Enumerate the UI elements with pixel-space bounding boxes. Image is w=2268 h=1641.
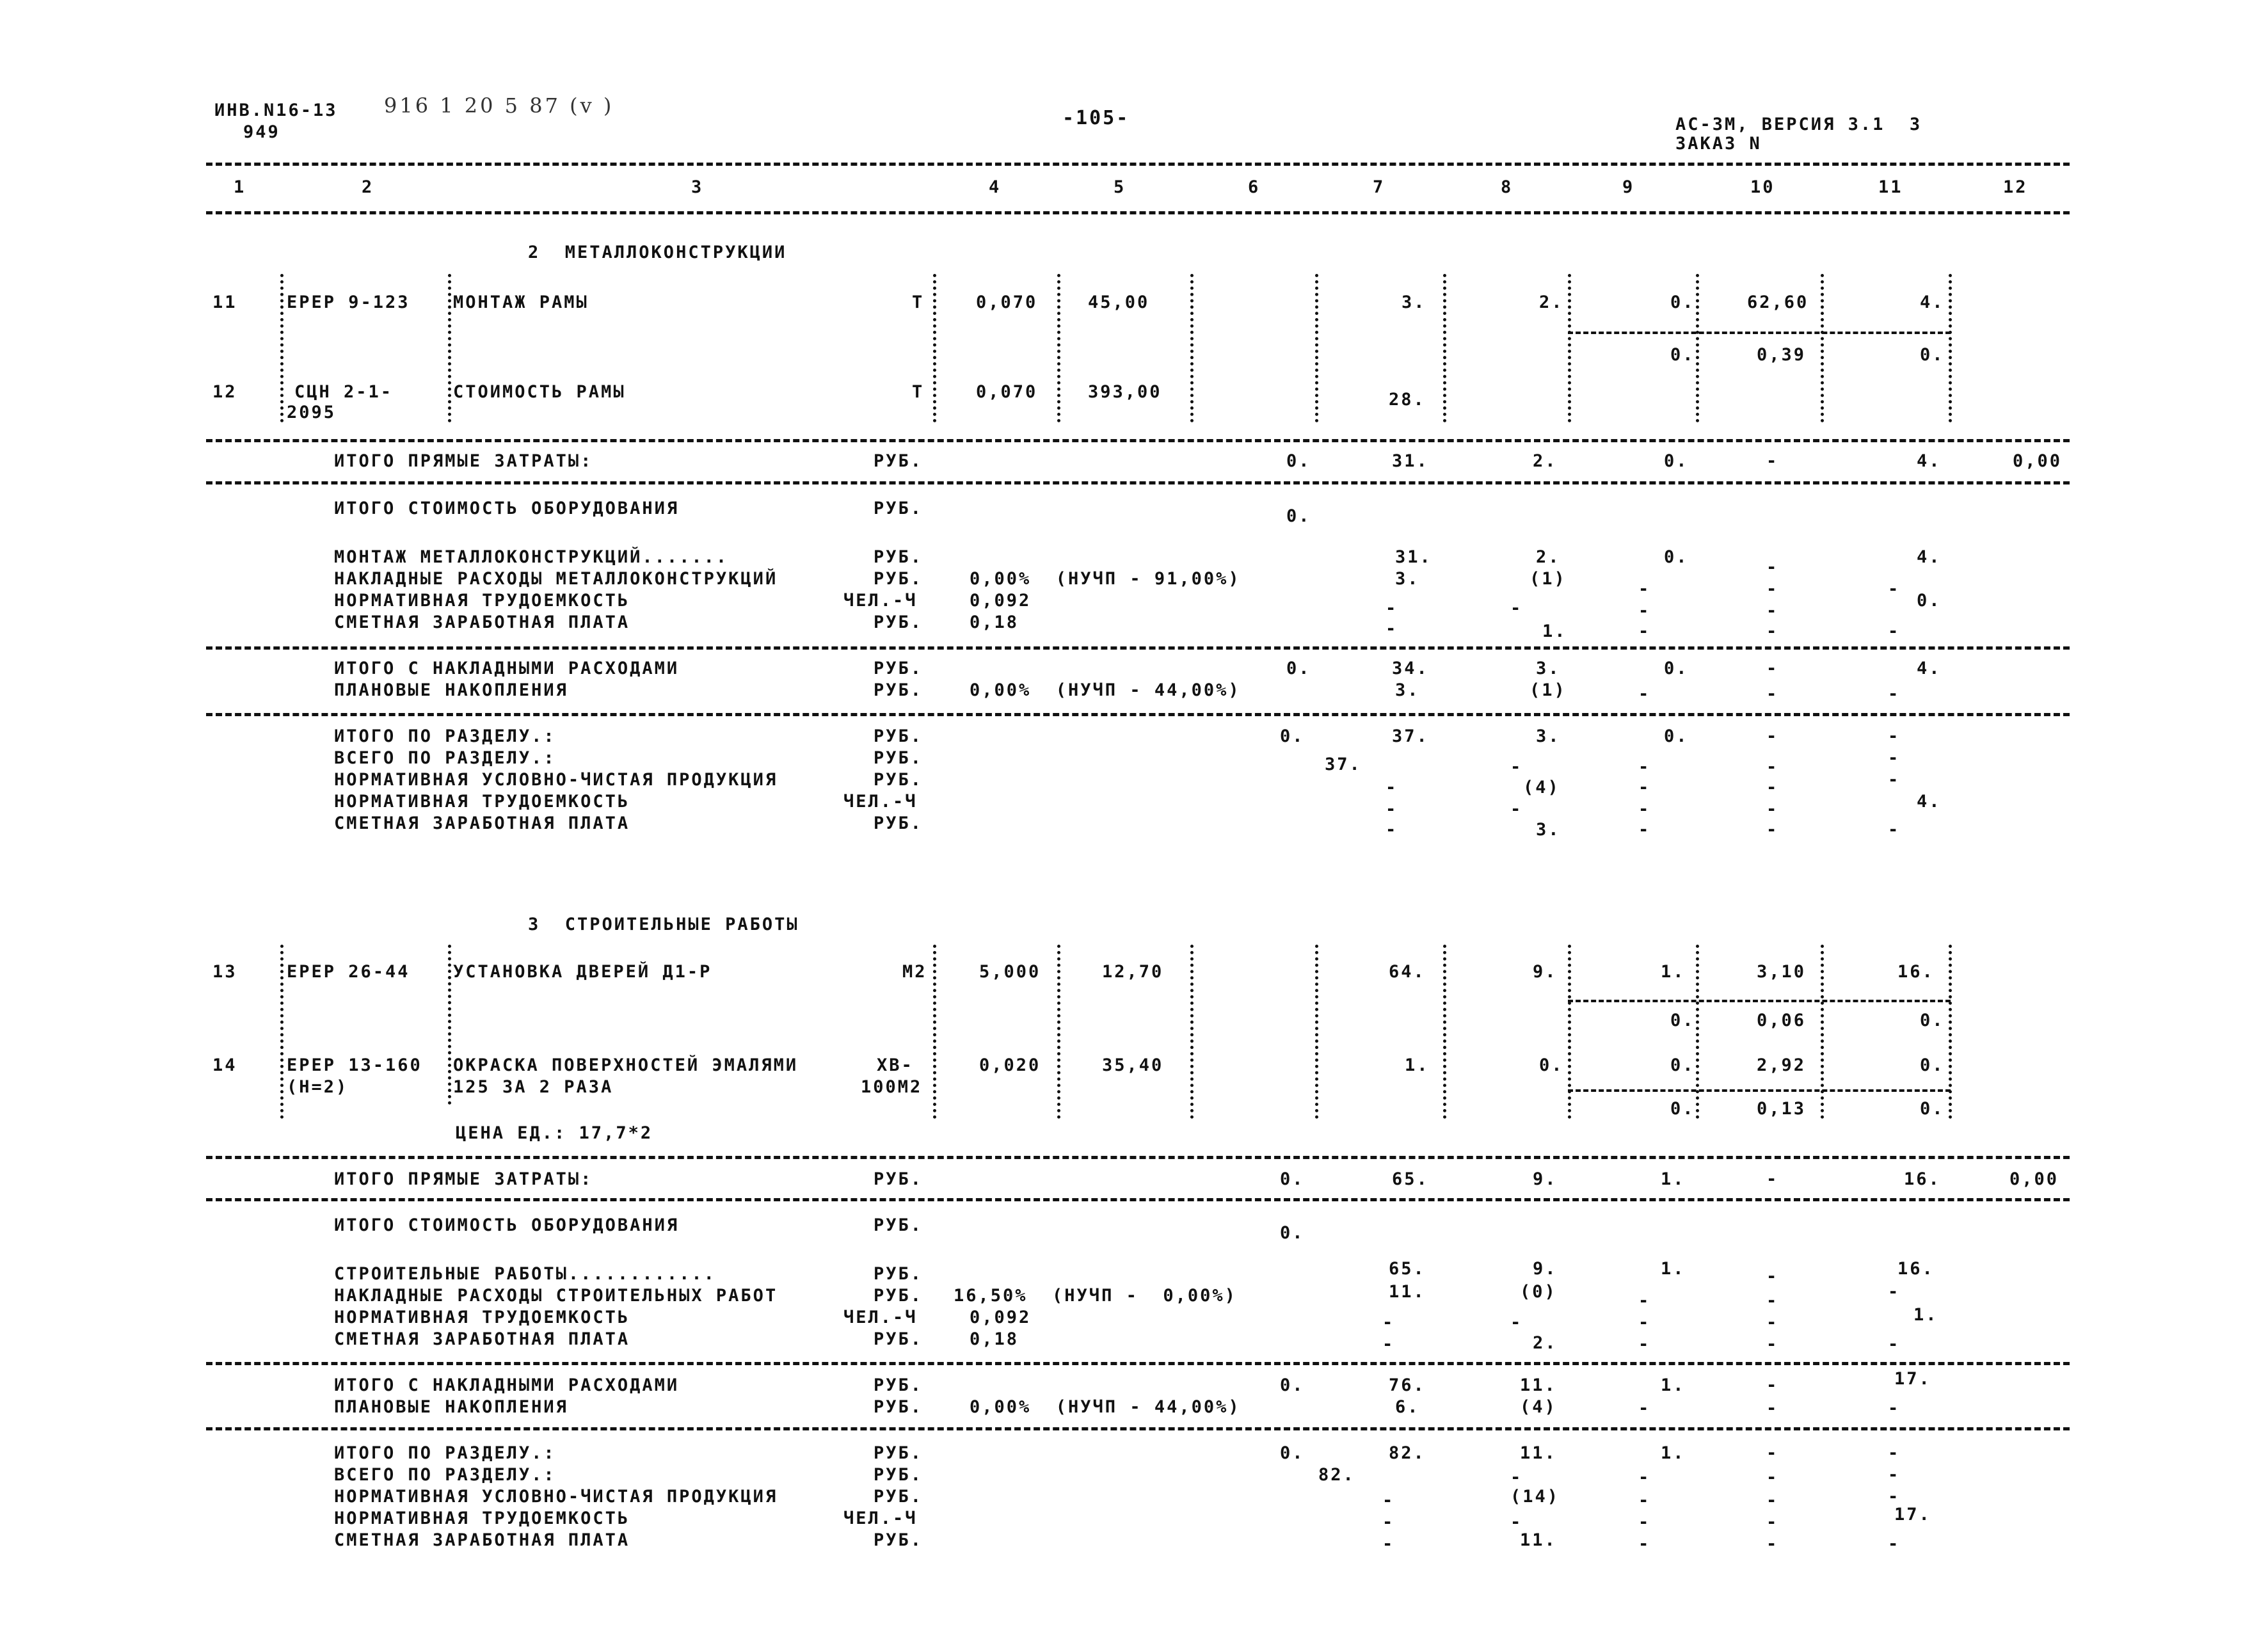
total-label: ИТОГО ПО РАЗДЕЛУ.: bbox=[334, 1443, 556, 1463]
program-version: АС-3М, ВЕРСИЯ 3.1 3 bbox=[1675, 115, 1922, 134]
unit: РУБ. bbox=[874, 1530, 923, 1550]
col8: 9. bbox=[1533, 1259, 1558, 1279]
col8: 11. bbox=[1520, 1375, 1557, 1395]
col11: - bbox=[1888, 1487, 1901, 1507]
col10: - bbox=[1766, 1512, 1779, 1532]
col8: 2. bbox=[1533, 451, 1558, 471]
item-number: 13 bbox=[212, 962, 237, 982]
unit: РУБ. bbox=[874, 1264, 923, 1284]
col11: 17. bbox=[1894, 1369, 1931, 1389]
column-number: 7 bbox=[1373, 177, 1386, 197]
col6: 0. bbox=[1286, 659, 1311, 678]
col7: - bbox=[1386, 619, 1398, 639]
item-quantity: 5,000 bbox=[979, 962, 1041, 982]
unit: ЧЕЛ.-Ч bbox=[843, 1509, 918, 1528]
item-number: 12 bbox=[212, 382, 237, 402]
rule bbox=[206, 1198, 2070, 1201]
total-label: ВСЕГО ПО РАЗДЕЛУ.: bbox=[334, 1465, 556, 1485]
col9: - bbox=[1638, 757, 1651, 777]
col8: 11. bbox=[1520, 1530, 1557, 1550]
col10: - bbox=[1766, 778, 1779, 797]
unit: РУБ. bbox=[874, 1443, 923, 1463]
column-number: 2 bbox=[362, 177, 374, 197]
col11: - bbox=[1888, 579, 1901, 599]
detail-label: НОРМАТИВНАЯ ТРУДОЕМКОСТЬ bbox=[334, 591, 630, 611]
detail-label: МОНТАЖ МЕТАЛЛОКОНСТРУКЦИЙ....... bbox=[334, 547, 729, 567]
unit: РУБ. bbox=[874, 1329, 923, 1349]
inventory-number-2: 949 bbox=[243, 122, 280, 142]
col11: 0. bbox=[1917, 591, 1942, 611]
column-divider bbox=[1696, 274, 1699, 422]
handwritten-note: 916 1 20 5 87 (v ) bbox=[384, 93, 614, 118]
item-col7: 3. bbox=[1402, 292, 1426, 312]
item-name: МОНТАЖ РАМЫ bbox=[453, 292, 589, 312]
column-divider bbox=[1949, 274, 1952, 422]
unit: РУБ. bbox=[874, 451, 923, 471]
column-number: 6 bbox=[1248, 177, 1261, 197]
col9: - bbox=[1638, 1534, 1651, 1554]
item-col7: 28. bbox=[1389, 390, 1426, 410]
item-sub-col10: 0,39 bbox=[1757, 345, 1807, 365]
col11: - bbox=[1888, 1398, 1901, 1418]
col7: - bbox=[1382, 1313, 1395, 1333]
col6: 0. bbox=[1280, 1443, 1305, 1463]
col10: - bbox=[1766, 1169, 1779, 1189]
rule bbox=[206, 713, 2070, 716]
unit: РУБ. bbox=[874, 1397, 923, 1417]
col9: - bbox=[1638, 1491, 1651, 1510]
item-col9: 0. bbox=[1670, 1055, 1695, 1075]
col10: - bbox=[1766, 1313, 1779, 1333]
rule bbox=[206, 439, 2070, 442]
column-number: 8 bbox=[1501, 177, 1513, 197]
unit: ЧЕЛ.-Ч bbox=[843, 591, 918, 611]
col6b: 37. bbox=[1325, 755, 1362, 774]
col7: - bbox=[1386, 799, 1398, 819]
item-col7: 1. bbox=[1405, 1055, 1430, 1075]
col10: - bbox=[1766, 1267, 1779, 1286]
item-name: СТОИМОСТЬ РАМЫ bbox=[453, 382, 626, 402]
col11: - bbox=[1888, 748, 1901, 768]
item-sub-col9: 0. bbox=[1670, 1011, 1695, 1030]
column-divider bbox=[1315, 274, 1318, 422]
percent: 0,18 bbox=[970, 1329, 1019, 1349]
unit: РУБ. bbox=[874, 1215, 923, 1235]
col7: 76. bbox=[1389, 1375, 1426, 1395]
overhead-label: ИТОГО С НАКЛАДНЫМИ РАСХОДАМИ bbox=[334, 659, 680, 678]
detail-label: НАКЛАДНЫЕ РАСХОДЫ МЕТАЛЛОКОНСТРУКЦИЙ bbox=[334, 569, 778, 589]
col12: 0,00 bbox=[2009, 1169, 2059, 1189]
item-col8: 9. bbox=[1533, 962, 1558, 982]
col10: - bbox=[1766, 557, 1779, 577]
item-unit-price: 393,00 bbox=[1088, 382, 1162, 402]
col9: - bbox=[1638, 601, 1651, 621]
overhead-label: ИТОГО С НАКЛАДНЫМИ РАСХОДАМИ bbox=[334, 1375, 680, 1395]
column-divider bbox=[1821, 274, 1824, 422]
rule bbox=[206, 1156, 2070, 1159]
col8: 3. bbox=[1536, 820, 1561, 840]
item-name: ОКРАСКА ПОВЕРХНОСТЕЙ ЭМАЛЯМИ bbox=[453, 1055, 799, 1075]
equipment-label: ИТОГО СТОИМОСТЬ ОБОРУДОВАНИЯ bbox=[334, 499, 680, 518]
unit-price-note: ЦЕНА ЕД.: 17,7*2 bbox=[456, 1123, 653, 1143]
unit: ЧЕЛ.-Ч bbox=[843, 792, 918, 812]
col8: (1) bbox=[1529, 680, 1567, 700]
col11: - bbox=[1888, 1282, 1901, 1302]
col8: (14) bbox=[1510, 1487, 1560, 1507]
detail-label: СТРОИТЕЛЬНЫЕ РАБОТЫ............ bbox=[334, 1264, 716, 1284]
column-divider bbox=[1057, 274, 1060, 422]
column-divider bbox=[1443, 274, 1446, 422]
col6: 0. bbox=[1280, 726, 1305, 746]
col11: - bbox=[1888, 1534, 1901, 1554]
item-quantity: 0,070 bbox=[976, 382, 1038, 402]
item-code-2: 2095 bbox=[287, 403, 337, 422]
col7: - bbox=[1382, 1534, 1395, 1554]
col7: - bbox=[1386, 778, 1398, 797]
item-sub-col10: 0,13 bbox=[1757, 1099, 1807, 1119]
col11: - bbox=[1888, 1465, 1901, 1485]
item-unit: Т bbox=[912, 292, 925, 312]
unit: РУБ. bbox=[874, 612, 923, 632]
col10: - bbox=[1766, 1534, 1779, 1554]
col11: 4. bbox=[1917, 659, 1942, 678]
column-divider bbox=[1949, 945, 1952, 1119]
detail-label: НАКЛАДНЫЕ РАСХОДЫ СТРОИТЕЛЬНЫХ РАБОТ bbox=[334, 1286, 778, 1306]
item-unit: ХВ- bbox=[877, 1055, 914, 1075]
column-divider bbox=[1057, 945, 1060, 1119]
col6: 0. bbox=[1280, 1169, 1305, 1189]
item-quantity: 0,070 bbox=[976, 292, 1038, 312]
unit: РУБ. bbox=[874, 1375, 923, 1395]
unit: РУБ. bbox=[874, 659, 923, 678]
item-col9: 1. bbox=[1661, 962, 1686, 982]
col8: (4) bbox=[1523, 778, 1560, 797]
header-rule-bottom bbox=[206, 211, 2070, 214]
detail-label: СМЕТНАЯ ЗАРАБОТНАЯ ПЛАТА bbox=[334, 1329, 630, 1349]
item-unit: М2 bbox=[902, 962, 927, 982]
col9: - bbox=[1638, 684, 1651, 704]
equipment-label: ИТОГО СТОИМОСТЬ ОБОРУДОВАНИЯ bbox=[334, 1215, 680, 1235]
col9: - bbox=[1638, 1334, 1651, 1354]
column-divider bbox=[933, 274, 936, 422]
total-label: НОРМАТИВНАЯ ТРУДОЕМКОСТЬ bbox=[334, 792, 630, 812]
col11: 17. bbox=[1894, 1505, 1931, 1525]
total-label: ВСЕГО ПО РАЗДЕЛУ.: bbox=[334, 748, 556, 768]
item-name-2: 125 ЗА 2 РАЗА bbox=[453, 1077, 614, 1097]
item-col10: 62,60 bbox=[1747, 292, 1809, 312]
item-col10: 2,92 bbox=[1757, 1055, 1807, 1075]
col9: - bbox=[1638, 1313, 1651, 1333]
rule bbox=[206, 1362, 2070, 1365]
item-unit-price: 45,00 bbox=[1088, 292, 1150, 312]
unit: РУБ. bbox=[874, 1286, 923, 1306]
col11: - bbox=[1888, 726, 1901, 746]
unit: РУБ. bbox=[874, 569, 923, 589]
col10: - bbox=[1766, 1398, 1779, 1418]
col10: - bbox=[1766, 757, 1779, 777]
column-divider bbox=[448, 274, 451, 422]
col8: - bbox=[1510, 1468, 1523, 1487]
subrow-divider bbox=[1568, 332, 1951, 334]
column-divider bbox=[1568, 945, 1571, 1119]
col8: - bbox=[1510, 598, 1523, 618]
col8: - bbox=[1510, 1313, 1523, 1333]
col8: 2. bbox=[1533, 1333, 1558, 1353]
item-sub-col11: 0. bbox=[1920, 1099, 1945, 1119]
col7: - bbox=[1382, 1334, 1395, 1354]
col7: 82. bbox=[1389, 1443, 1426, 1463]
item-col11: 4. bbox=[1920, 292, 1945, 312]
item-sub-col10: 0,06 bbox=[1757, 1011, 1807, 1030]
item-unit: Т bbox=[912, 382, 925, 402]
col11: 4. bbox=[1917, 792, 1942, 812]
percent: 0,00% (НУЧП - 91,00%) bbox=[970, 569, 1241, 589]
col6: 0. bbox=[1286, 506, 1311, 526]
item-unit-price: 35,40 bbox=[1102, 1055, 1164, 1075]
col9: - bbox=[1638, 778, 1651, 797]
overhead-label: ПЛАНОВЫЕ НАКОПЛЕНИЯ bbox=[334, 680, 568, 700]
col7: 3. bbox=[1395, 680, 1420, 700]
col9: 0. bbox=[1664, 547, 1689, 567]
item-col9: 0. bbox=[1670, 292, 1695, 312]
col10: - bbox=[1766, 1334, 1779, 1354]
col8: (0) bbox=[1520, 1282, 1557, 1302]
item-code-2: (Н=2) bbox=[287, 1077, 349, 1097]
col10: - bbox=[1766, 684, 1779, 704]
col8: 3. bbox=[1536, 726, 1561, 746]
column-divider bbox=[1696, 945, 1699, 1119]
col7: - bbox=[1382, 1512, 1395, 1532]
item-number: 14 bbox=[212, 1055, 237, 1075]
col7: 65. bbox=[1392, 1169, 1429, 1189]
col11: - bbox=[1888, 1443, 1901, 1463]
unit: РУБ. bbox=[874, 680, 923, 700]
col9: 1. bbox=[1661, 1169, 1686, 1189]
unit: РУБ. bbox=[874, 547, 923, 567]
col10: - bbox=[1766, 799, 1779, 819]
col8: - bbox=[1510, 757, 1523, 777]
col6b: 82. bbox=[1318, 1465, 1355, 1485]
item-col11: 0. bbox=[1920, 1055, 1945, 1075]
col7: - bbox=[1386, 820, 1398, 840]
col10: - bbox=[1766, 1468, 1779, 1487]
rule bbox=[206, 1427, 2070, 1430]
total-label: НОРМАТИВНАЯ УСЛОВНО-ЧИСТАЯ ПРОДУКЦИЯ bbox=[334, 770, 778, 790]
column-divider bbox=[933, 945, 936, 1119]
col11: 4. bbox=[1917, 451, 1942, 471]
col9: - bbox=[1638, 579, 1651, 599]
column-number: 9 bbox=[1622, 177, 1635, 197]
col7: 34. bbox=[1392, 659, 1429, 678]
item-code: ЕРЕР 13-160 bbox=[287, 1055, 422, 1075]
col6: 0. bbox=[1280, 1375, 1305, 1395]
total-label: СМЕТНАЯ ЗАРАБОТНАЯ ПЛАТА bbox=[334, 1530, 630, 1550]
col10: - bbox=[1766, 1291, 1779, 1311]
col8: (1) bbox=[1529, 569, 1567, 589]
rule bbox=[206, 481, 2070, 484]
percent: 0,18 bbox=[970, 612, 1019, 632]
col9: - bbox=[1638, 1468, 1651, 1487]
column-number: 1 bbox=[234, 177, 246, 197]
item-code: ЕРЕР 9-123 bbox=[287, 292, 410, 312]
col11: - bbox=[1888, 621, 1901, 641]
col12: 0,00 bbox=[2013, 451, 2063, 471]
item-col11: 16. bbox=[1897, 962, 1935, 982]
direct-costs-label: ИТОГО ПРЯМЫЕ ЗАТРАТЫ: bbox=[334, 451, 593, 471]
column-divider bbox=[1190, 274, 1194, 422]
order-label: ЗАКАЗ N bbox=[1675, 134, 1762, 154]
total-label: НОРМАТИВНАЯ ТРУДОЕМКОСТЬ bbox=[334, 1509, 630, 1528]
col7: 3. bbox=[1395, 569, 1420, 589]
col11: 16. bbox=[1904, 1169, 1941, 1189]
col7: 31. bbox=[1395, 547, 1432, 567]
column-divider bbox=[448, 945, 451, 1105]
col9: - bbox=[1638, 1512, 1651, 1532]
col9: - bbox=[1638, 621, 1651, 641]
col7: - bbox=[1382, 1491, 1395, 1510]
col8: 3. bbox=[1536, 659, 1561, 678]
col9: 1. bbox=[1661, 1259, 1686, 1279]
section-title: 2 МЕТАЛЛОКОНСТРУКЦИИ bbox=[528, 243, 787, 262]
unit: РУБ. bbox=[874, 748, 923, 768]
percent: 16,50% (НУЧП - 0,00%) bbox=[954, 1286, 1237, 1306]
item-sub-col9: 0. bbox=[1670, 345, 1695, 365]
item-name: УСТАНОВКА ДВЕРЕЙ Д1-Р bbox=[453, 962, 712, 982]
col6: 0. bbox=[1280, 1223, 1305, 1243]
column-divider bbox=[1190, 945, 1194, 1119]
item-sub-col11: 0. bbox=[1920, 345, 1945, 365]
col11: - bbox=[1888, 820, 1901, 840]
unit: РУБ. bbox=[874, 770, 923, 790]
column-divider bbox=[280, 945, 284, 1119]
total-label: НОРМАТИВНАЯ УСЛОВНО-ЧИСТАЯ ПРОДУКЦИЯ bbox=[334, 1487, 778, 1507]
col9: - bbox=[1638, 820, 1651, 840]
col8: - bbox=[1510, 799, 1523, 819]
col10: - bbox=[1766, 451, 1779, 471]
column-divider bbox=[280, 274, 284, 422]
item-col8: 2. bbox=[1539, 292, 1564, 312]
unit: РУБ. bbox=[874, 726, 923, 746]
column-divider bbox=[1568, 274, 1571, 422]
unit: РУБ. bbox=[874, 1487, 923, 1507]
inventory-number: ИНВ.N16-13 bbox=[214, 100, 338, 120]
col9: 0. bbox=[1664, 451, 1689, 471]
item-sub-col11: 0. bbox=[1920, 1011, 1945, 1030]
col7: 31. bbox=[1392, 451, 1429, 471]
col10: - bbox=[1766, 1375, 1779, 1395]
col10: - bbox=[1766, 820, 1779, 840]
col11: - bbox=[1888, 684, 1901, 704]
unit: РУБ. bbox=[874, 813, 923, 833]
item-unit-2: 100М2 bbox=[861, 1077, 923, 1097]
detail-label: СМЕТНАЯ ЗАРАБОТНАЯ ПЛАТА bbox=[334, 612, 630, 632]
column-number: 4 bbox=[989, 177, 1002, 197]
column-number: 10 bbox=[1750, 177, 1775, 197]
item-col10: 3,10 bbox=[1757, 962, 1807, 982]
col11: - bbox=[1888, 770, 1901, 790]
col6: 0. bbox=[1286, 451, 1311, 471]
col8: 11. bbox=[1520, 1443, 1557, 1463]
subrow-divider bbox=[1568, 1089, 1951, 1092]
col9: 1. bbox=[1661, 1375, 1686, 1395]
col9: - bbox=[1638, 799, 1651, 819]
item-number: 11 bbox=[212, 292, 237, 312]
col10: - bbox=[1766, 621, 1779, 641]
page-number: -105- bbox=[1062, 107, 1130, 129]
col8: 1. bbox=[1542, 621, 1567, 641]
item-sub-col9: 0. bbox=[1670, 1099, 1695, 1119]
item-col7: 64. bbox=[1389, 962, 1426, 982]
col9: - bbox=[1638, 1291, 1651, 1311]
unit: РУБ. bbox=[874, 499, 923, 518]
detail-label: НОРМАТИВНАЯ ТРУДОЕМКОСТЬ bbox=[334, 1308, 630, 1327]
col9: 0. bbox=[1664, 726, 1689, 746]
subrow-divider bbox=[1568, 1000, 1951, 1002]
col9: 0. bbox=[1664, 659, 1689, 678]
total-label: СМЕТНАЯ ЗАРАБОТНАЯ ПЛАТА bbox=[334, 813, 630, 833]
col8: - bbox=[1510, 1512, 1523, 1532]
unit: ЧЕЛ.-Ч bbox=[843, 1308, 918, 1327]
percent: 0,00% (НУЧП - 44,00%) bbox=[970, 680, 1241, 700]
col11: 4. bbox=[1917, 547, 1942, 567]
unit: РУБ. bbox=[874, 1465, 923, 1485]
item-quantity: 0,020 bbox=[979, 1055, 1041, 1075]
percent: 0,00% (НУЧП - 44,00%) bbox=[970, 1397, 1241, 1417]
unit: РУБ. bbox=[874, 1169, 923, 1189]
col10: - bbox=[1766, 659, 1779, 678]
col10: - bbox=[1766, 1443, 1779, 1463]
column-number: 12 bbox=[2003, 177, 2028, 197]
col11: 16. bbox=[1897, 1259, 1935, 1279]
col8: (4) bbox=[1520, 1397, 1557, 1417]
direct-costs-label: ИТОГО ПРЯМЫЕ ЗАТРАТЫ: bbox=[334, 1169, 593, 1189]
col10: - bbox=[1766, 579, 1779, 599]
col8: 9. bbox=[1533, 1169, 1558, 1189]
col10: - bbox=[1766, 726, 1779, 746]
col7: 11. bbox=[1389, 1282, 1426, 1302]
col11: 1. bbox=[1913, 1305, 1938, 1325]
col11: - bbox=[1888, 1334, 1901, 1354]
col7: 37. bbox=[1392, 726, 1429, 746]
col8: 2. bbox=[1536, 547, 1561, 567]
column-number: 5 bbox=[1114, 177, 1126, 197]
column-divider bbox=[1821, 945, 1824, 1119]
col10: - bbox=[1766, 601, 1779, 621]
section-title: 3 СТРОИТЕЛЬНЫЕ РАБОТЫ bbox=[528, 915, 799, 934]
item-col8: 0. bbox=[1539, 1055, 1564, 1075]
col7: 65. bbox=[1389, 1259, 1426, 1279]
col9: 1. bbox=[1661, 1443, 1686, 1463]
percent: 0,092 bbox=[970, 1308, 1032, 1327]
column-divider bbox=[1443, 945, 1446, 1119]
percent: 0,092 bbox=[970, 591, 1032, 611]
col9: - bbox=[1638, 1398, 1651, 1418]
col7: 6. bbox=[1395, 1397, 1420, 1417]
item-code: ЕРЕР 26-44 bbox=[287, 962, 410, 982]
item-code: СЦН 2-1- bbox=[294, 382, 394, 402]
rule bbox=[206, 646, 2070, 650]
header-rule-top bbox=[206, 163, 2070, 166]
col10: - bbox=[1766, 1491, 1779, 1510]
column-number: 11 bbox=[1878, 177, 1903, 197]
column-divider bbox=[1315, 945, 1318, 1119]
col7: - bbox=[1386, 598, 1398, 618]
column-number: 3 bbox=[691, 177, 704, 197]
item-unit-price: 12,70 bbox=[1102, 962, 1164, 982]
overhead-label: ПЛАНОВЫЕ НАКОПЛЕНИЯ bbox=[334, 1397, 568, 1417]
total-label: ИТОГО ПО РАЗДЕЛУ.: bbox=[334, 726, 556, 746]
